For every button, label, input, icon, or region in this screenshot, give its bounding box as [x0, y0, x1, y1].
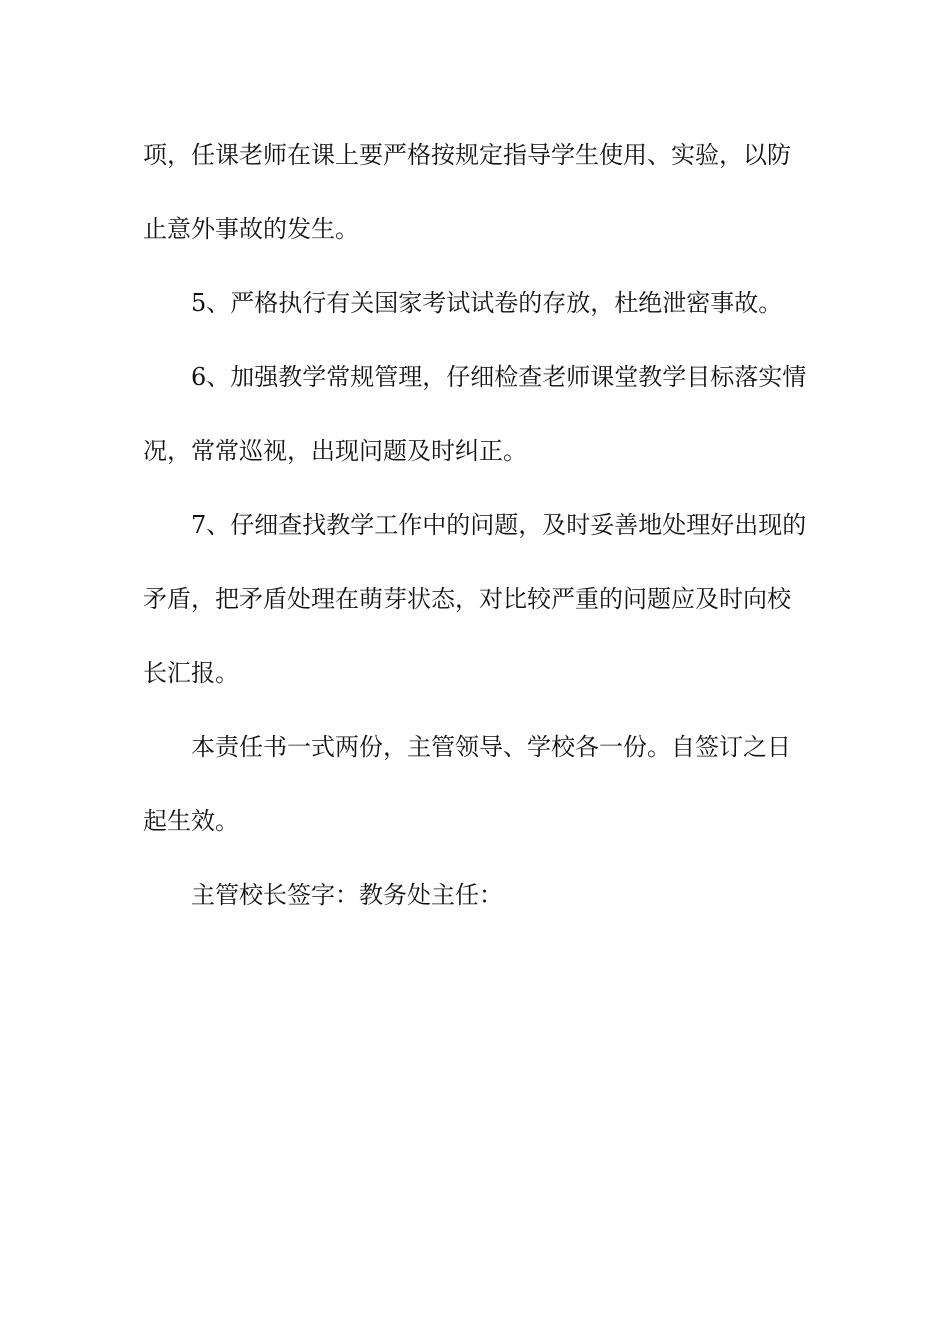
- paragraph-item-7: [143, 488, 807, 710]
- text-line: 6、加强教学常规管理，仔细检查老师课堂教学目标落实情: [191, 363, 807, 391]
- paragraph-item-6: [143, 340, 807, 488]
- paragraph-item-5: [143, 266, 807, 340]
- paragraph-continuation: [143, 118, 807, 266]
- paragraph-copies-note: [143, 710, 807, 858]
- text-line: 长汇报。: [143, 659, 239, 687]
- text-line: 止意外事故的发生。: [143, 215, 359, 243]
- text-line: 5、严格执行有关国家考试试卷的存放，杜绝泄密事故。: [191, 289, 783, 317]
- text-line: 起生效。: [143, 807, 239, 835]
- text-line: 7、仔细查找教学工作中的问题，及时妥善地处理好出现的: [191, 511, 807, 539]
- document-body: [143, 118, 807, 932]
- text-line: 项，任课老师在课上要严格按规定指导学生使用、实验，以防: [143, 141, 791, 169]
- text-line: 本责任书一式两份，主管领导、学校各一份。自签订之日: [191, 733, 791, 761]
- text-line: 矛盾，把矛盾处理在萌芽状态，对比较严重的问题应及时向校: [143, 585, 791, 613]
- signature-label: 主管校长签字：教务处主任：: [191, 881, 503, 909]
- text-line: 况，常常巡视，出现问题及时纠正。: [143, 437, 527, 465]
- signature-line: [143, 858, 807, 932]
